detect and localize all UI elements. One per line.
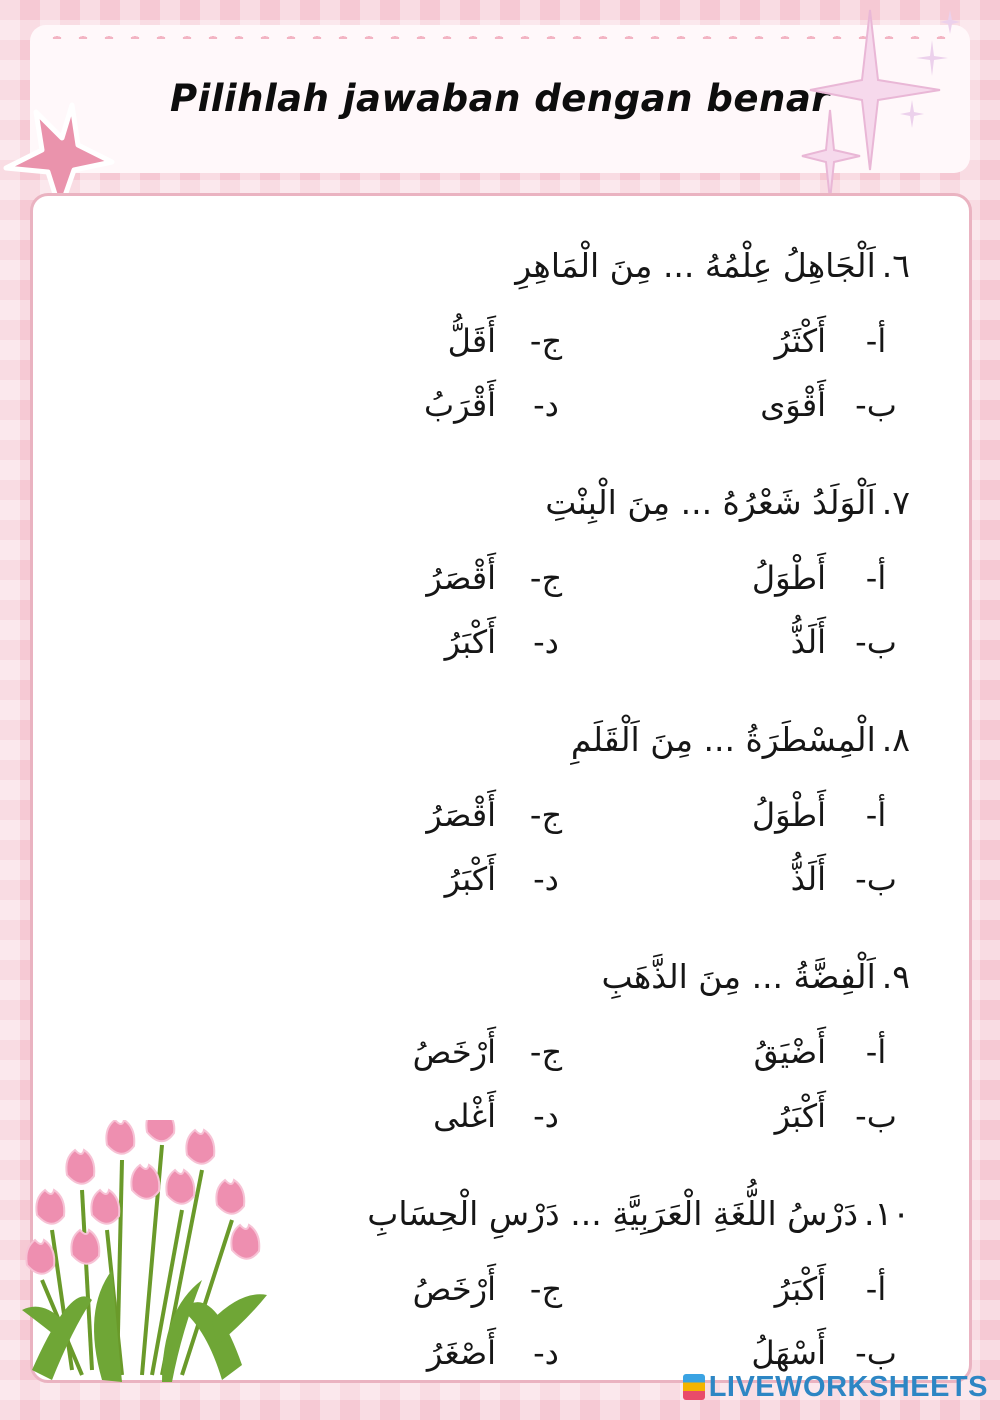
option[interactable] [580,1257,910,1321]
option-word: أَرْخَصُ [412,1270,496,1308]
option[interactable] [580,610,910,674]
option[interactable] [290,610,580,674]
question-stem: اَلْفِضَّةُ ... مِنَ الذَّهَبِ [601,957,876,996]
option[interactable] [580,1084,910,1148]
question-number: ٩. [881,957,910,996]
options-grid [290,309,910,437]
options-grid [290,783,910,911]
option-word: أَرْخَصُ [412,1033,496,1071]
option[interactable] [580,783,910,847]
option[interactable] [290,1257,580,1321]
options-grid [290,546,910,674]
question-stem: دَرْسُ اللُّغَةِ الْعَرَبِيَّةِ ... دَرْسِ الْحِسَابِ [367,1194,859,1233]
option-letter: ج- [529,796,563,834]
question-stem: الْمِسْطَرَةُ ... مِنَ اَلْقَلَمِ [570,720,876,759]
option-word: أَلَذُّ [790,623,826,661]
option-word: أَكْبَرُ [774,1097,826,1135]
question-stem: اَلْجَاهِلُ عِلْمُهُ ... مِنَ الْمَاهِرِ [515,246,876,285]
option-letter: أ- [865,322,887,360]
question-stem: اَلْوَلَدُ شَعْرُهُ ... مِنَ الْبِنْتِ [545,483,876,522]
question-number: ٦. [881,246,910,285]
option[interactable] [290,783,580,847]
option-word: أَقْصَرُ [426,796,496,834]
option-word: أَكْثَرُ [774,322,826,360]
option-letter: د- [533,1097,559,1135]
option[interactable] [580,373,910,437]
option-word: أَقَلُّ [447,322,496,360]
options-grid [290,1257,910,1385]
option-letter: ب- [855,623,897,661]
option-letter: د- [533,860,559,898]
option[interactable] [290,847,580,911]
option-letter: ج- [529,1270,563,1308]
question-block [290,709,910,946]
option-word: أَطْوَلُ [751,559,826,597]
question-block [290,946,910,1183]
question-block [290,235,910,472]
option[interactable] [290,1321,580,1385]
option-word: أَصْغَرُ [426,1334,496,1372]
question-number: ٨. [881,720,910,759]
option[interactable] [290,1020,580,1084]
question-number: ٧. [881,483,910,522]
option[interactable] [580,309,910,373]
brand-text: LIVEWORKSHEETS [708,1370,988,1403]
option-letter: د- [533,623,559,661]
option-word: أَقْصَرُ [426,559,496,597]
quiz-questions [290,235,910,1420]
option-word: أَسْهَلُ [751,1334,826,1372]
option[interactable] [290,546,580,610]
option[interactable] [290,373,580,437]
option-letter: أ- [865,559,887,597]
option-letter: أ- [865,1270,887,1308]
tulip-flowers-icon [12,1120,277,1390]
option[interactable] [290,309,580,373]
option-word: أَقْوَى [760,386,826,424]
option-letter: ج- [529,322,563,360]
option-letter: ج- [529,1033,563,1071]
options-grid [290,1020,910,1148]
live-logo-icon [683,1374,705,1400]
question-number: ١٠. [864,1194,910,1233]
option-letter: ب- [855,1097,897,1135]
option-letter: د- [533,1334,559,1372]
question-text [290,1183,910,1245]
option[interactable] [580,1020,910,1084]
option-letter: ب- [855,1334,897,1372]
question-text [290,946,910,1008]
option[interactable] [580,546,910,610]
option-word: أَكْبَرُ [444,623,496,661]
sparkle-icon [800,0,970,220]
option[interactable] [580,847,910,911]
option-word: أَكْبَرُ [774,1270,826,1308]
liveworksheets-logo [683,1370,988,1404]
option[interactable] [290,1084,580,1148]
option-word: أَكْبَرُ [444,860,496,898]
option-letter: ج- [529,559,563,597]
page-title: Pilihlah jawaban dengan benar [169,77,831,120]
question-text [290,235,910,297]
question-block [290,472,910,709]
option-letter: أ- [865,1033,887,1071]
option-letter: أ- [865,796,887,834]
question-text [290,709,910,771]
question-text [290,472,910,534]
option-word: أَغْلى [433,1097,496,1135]
option-word: أَلَذُّ [790,860,826,898]
option-letter: د- [533,386,559,424]
option-word: أَضْيَقُ [753,1033,826,1071]
option-word: أَقْرَبُ [424,386,496,424]
option-letter: ب- [855,860,897,898]
option-word: أَطْوَلُ [751,796,826,834]
option-letter: ب- [855,386,897,424]
